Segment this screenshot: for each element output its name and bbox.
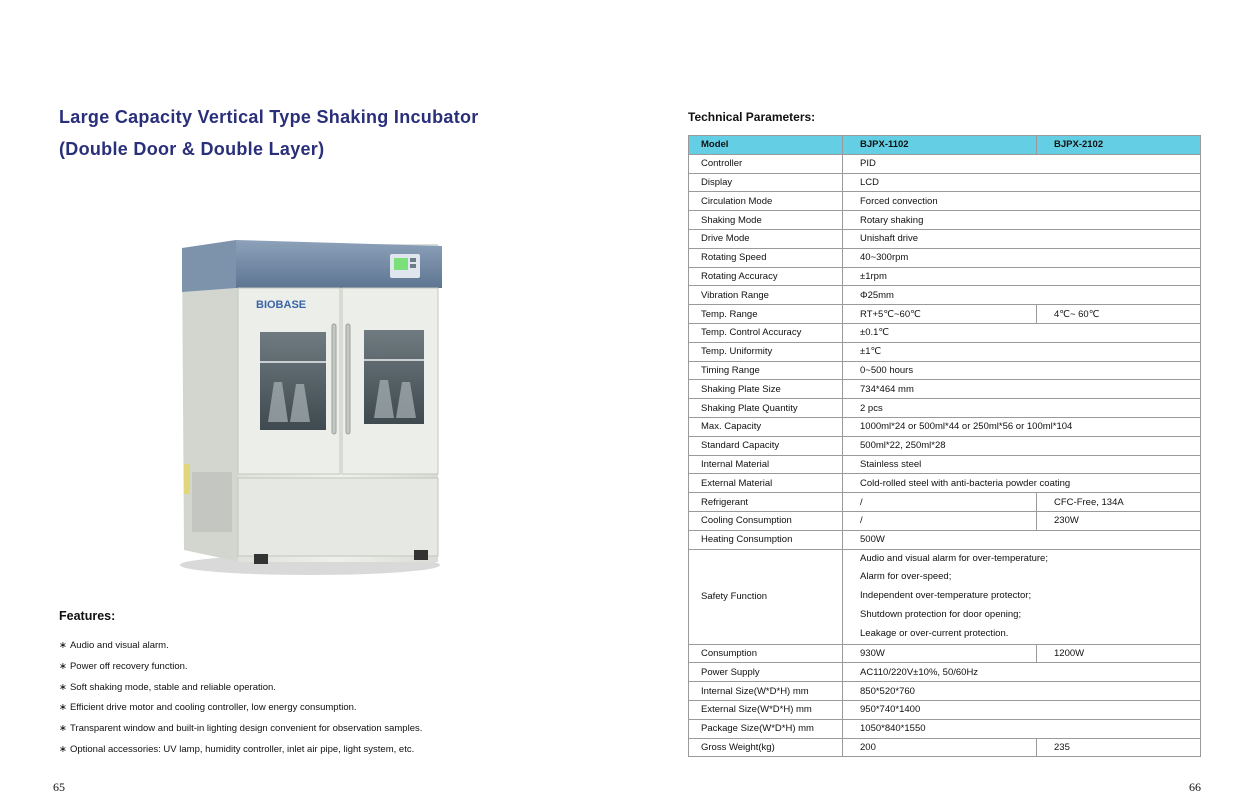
table-row	[689, 267, 1201, 286]
list-item: ∗ Soft shaking mode, stable and reliable operation.	[59, 681, 276, 693]
table-row	[689, 248, 1201, 267]
table-row	[689, 173, 1201, 192]
table-cell: Cooling Consumption	[689, 511, 843, 530]
table-row	[689, 663, 1201, 682]
page-subtitle: (Double Door & Double Layer)	[59, 139, 325, 159]
table-cell: Refrigerant	[689, 493, 843, 512]
table-row	[689, 530, 1201, 549]
table-cell: Internal Material	[689, 455, 843, 474]
table-cell: 734*464 mm	[843, 380, 1201, 399]
table-cell: 1000ml*24 or 500ml*44 or 250ml*56 or 100ml*104	[843, 417, 1201, 436]
table-row	[689, 682, 1201, 701]
table-cell: External Size(W*D*H) mm	[689, 700, 843, 719]
technical-parameters-table	[688, 135, 1201, 757]
table-cell: Circulation Mode	[689, 192, 843, 211]
table-cell: Controller	[689, 154, 843, 173]
table-row	[689, 644, 1201, 663]
table-cell: ±1rpm	[843, 267, 1201, 286]
list-item: ∗ Optional accessories: UV lamp, humidity controller, inlet air pipe, light system, etc.	[59, 743, 415, 755]
table-cell: ±0.1℃	[843, 323, 1201, 342]
page-number-left: 65	[53, 780, 65, 794]
table-cell: Temp. Range	[689, 305, 843, 324]
table-cell: Package Size(W*D*H) mm	[689, 719, 843, 738]
table-row	[689, 549, 1201, 644]
table-cell: 950*740*1400	[843, 700, 1201, 719]
table-cell: Forced convection	[843, 192, 1201, 211]
table-cell: 1050*840*1550	[843, 719, 1201, 738]
table-row	[689, 154, 1201, 173]
table-row	[689, 380, 1201, 399]
svg-text:BIOBASE: BIOBASE	[256, 299, 307, 311]
table-cell: Rotating Speed	[689, 248, 843, 267]
table-cell: Power Supply	[689, 663, 843, 682]
table-cell: Shaking Plate Size	[689, 380, 843, 399]
table-cell: Temp. Control Accuracy	[689, 323, 843, 342]
table-cell: Stainless steel	[843, 455, 1201, 474]
table-cell: 1200W	[1037, 644, 1201, 663]
table-cell: 40~300rpm	[843, 248, 1201, 267]
table-row	[689, 286, 1201, 305]
table-row	[689, 361, 1201, 380]
incubator-photo	[170, 232, 460, 582]
table-cell: External Material	[689, 474, 843, 493]
safety-line: Alarm for over-speed;	[860, 571, 952, 583]
table-cell: BJPX-2102	[1037, 136, 1201, 155]
table-row	[689, 211, 1201, 230]
features-list	[59, 636, 422, 761]
table-row	[689, 474, 1201, 493]
table-row	[689, 511, 1201, 530]
table-cell: 500W	[843, 530, 1201, 549]
asterisk-icon: ∗	[59, 681, 67, 693]
table-cell: Unishaft drive	[843, 229, 1201, 248]
table-cell: /	[843, 493, 1037, 512]
table-cell: Timing Range	[689, 361, 843, 380]
table-row	[689, 417, 1201, 436]
table-cell: 500ml*22, 250ml*28	[843, 436, 1201, 455]
list-item: ∗ Audio and visual alarm.	[59, 640, 169, 651]
table-cell: Shaking Mode	[689, 211, 843, 230]
page-title: Large Capacity Vertical Type Shaking Incubator	[59, 107, 479, 127]
table-cell: Shaking Plate Quantity	[689, 399, 843, 418]
safety-line: Leakage or over-current protection.	[860, 627, 1009, 639]
asterisk-icon: ∗	[59, 660, 67, 672]
table-cell: Heating Consumption	[689, 530, 843, 549]
table-cell: 230W	[1037, 511, 1201, 530]
table-row	[689, 455, 1201, 474]
table-cell: 235	[1037, 738, 1201, 757]
asterisk-icon: ∗	[59, 640, 67, 651]
table-cell: Display	[689, 173, 843, 192]
table-row	[689, 229, 1201, 248]
table-row	[689, 436, 1201, 455]
table-cell	[843, 549, 1201, 644]
table-cell: Safety Function	[689, 549, 843, 644]
table-row	[689, 342, 1201, 361]
technical-heading: Technical Parameters:	[688, 110, 816, 124]
table-row	[689, 192, 1201, 211]
table-cell: Vibration Range	[689, 286, 843, 305]
table-cell: ±1℃	[843, 342, 1201, 361]
table-row	[689, 323, 1201, 342]
table-cell: 0~500 hours	[843, 361, 1201, 380]
table-cell: Standard Capacity	[689, 436, 843, 455]
table-cell: PID	[843, 154, 1201, 173]
table-row	[689, 399, 1201, 418]
table-cell: Drive Mode	[689, 229, 843, 248]
page-number-right: 66	[1189, 780, 1201, 794]
table-cell: Max. Capacity	[689, 417, 843, 436]
table-row	[689, 719, 1201, 738]
table-cell: BJPX-1102	[843, 136, 1037, 155]
table-row	[689, 700, 1201, 719]
table-cell: Temp. Uniformity	[689, 342, 843, 361]
list-item: ∗ Power off recovery function.	[59, 660, 188, 672]
safety-line: Shutdown protection for door opening;	[860, 608, 1022, 620]
asterisk-icon: ∗	[59, 743, 67, 755]
safety-line: Audio and visual alarm for over-temperature;	[860, 552, 1048, 564]
table-cell: Rotating Accuracy	[689, 267, 843, 286]
table-cell: Φ25mm	[843, 286, 1201, 305]
table-cell: CFC-Free, 134A	[1037, 493, 1201, 512]
table-cell: Internal Size(W*D*H) mm	[689, 682, 843, 701]
safety-line: Independent over-temperature protector;	[860, 590, 1032, 602]
table-header-row	[689, 136, 1201, 155]
features-heading: Features:	[59, 609, 116, 623]
table-cell: Gross Weight(kg)	[689, 738, 843, 757]
table-row	[689, 738, 1201, 757]
table-cell: /	[843, 511, 1037, 530]
table-cell: LCD	[843, 173, 1201, 192]
table-cell: RT+5℃~60℃	[843, 305, 1037, 324]
asterisk-icon: ∗	[59, 702, 67, 714]
table-cell: 2 pcs	[843, 399, 1201, 418]
table-cell: Consumption	[689, 644, 843, 663]
table-cell: 930W	[843, 644, 1037, 663]
table-cell: Cold-rolled steel with anti-bacteria powder coating	[843, 474, 1201, 493]
table-row	[689, 493, 1201, 512]
asterisk-icon: ∗	[59, 723, 67, 735]
table-cell: AC110/220V±10%, 50/60Hz	[843, 663, 1201, 682]
table-cell: Model	[689, 136, 843, 155]
table-cell: 850*520*760	[843, 682, 1201, 701]
table-cell: Rotary shaking	[843, 211, 1201, 230]
table-cell: 200	[843, 738, 1037, 757]
list-item: ∗ Efficient drive motor and cooling controller, low energy consumption.	[59, 702, 357, 714]
list-item: ∗ Transparent window and built-in lighting design convenient for observation samples.	[59, 723, 423, 735]
table-cell: 4℃~ 60℃	[1037, 305, 1201, 324]
table-row	[689, 305, 1201, 324]
